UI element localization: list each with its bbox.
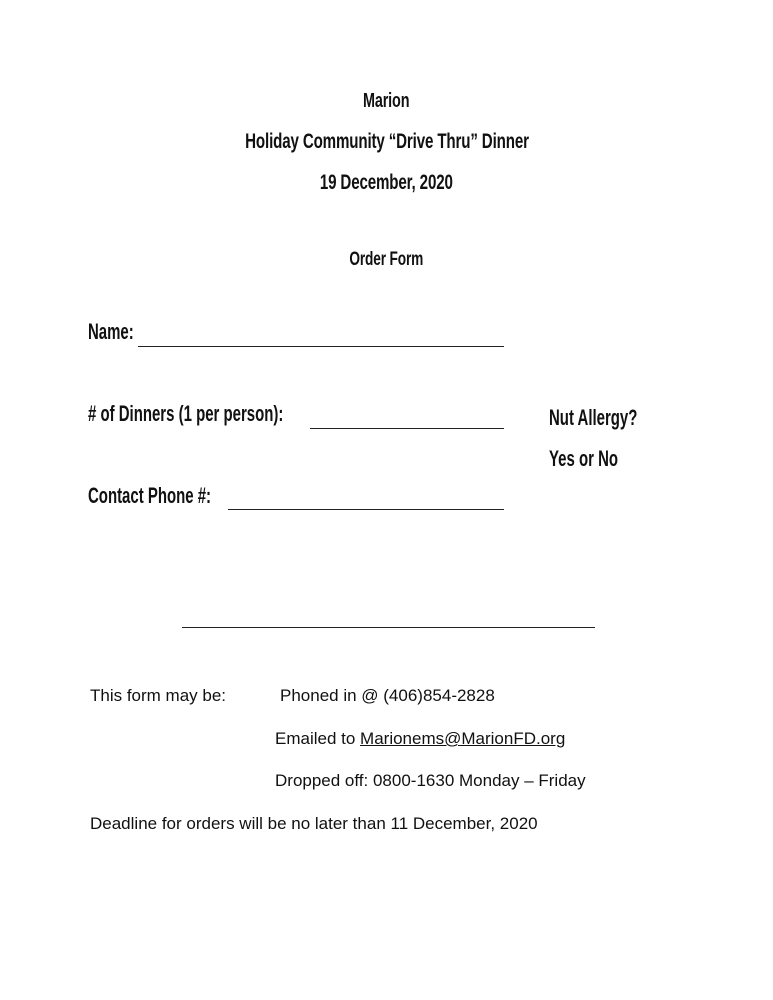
name-label: Name: xyxy=(88,319,134,344)
org-heading: Marion xyxy=(363,90,410,112)
event-title: Holiday Community “Drive Thru” Dinner xyxy=(244,130,529,153)
name-field-line[interactable] xyxy=(138,346,504,347)
event-title-row xyxy=(0,130,773,154)
form-title: Order Form xyxy=(349,249,424,270)
deadline-note: Deadline for orders will be no later than 11 December, 2020 xyxy=(90,814,538,833)
event-date: 19 December, 2020 xyxy=(320,171,453,194)
nut-allergy-label: Nut Allergy? xyxy=(549,405,638,430)
phone-label: Contact Phone #: xyxy=(88,483,212,508)
email-instruction xyxy=(275,729,565,749)
instructions-intro: This form may be: xyxy=(90,686,227,705)
org-heading-row xyxy=(0,90,773,113)
phone-field-line[interactable] xyxy=(228,509,504,510)
event-date-row xyxy=(0,171,773,195)
email-link[interactable]: Marionems@MarionFD.org xyxy=(360,729,566,748)
nut-allergy-options: Yes or No xyxy=(549,446,619,471)
form-title-row xyxy=(0,249,773,271)
dropoff-instruction: Dropped off: 0800-1630 Monday – Friday xyxy=(275,771,586,790)
phone-instruction: Phoned in @ (406)854-2828 xyxy=(280,686,495,705)
email-prefix: Emailed to xyxy=(275,729,361,748)
separator-line xyxy=(182,627,595,628)
dinners-field-line[interactable] xyxy=(310,428,504,429)
dinners-label: # of Dinners (1 per person): xyxy=(88,401,284,426)
